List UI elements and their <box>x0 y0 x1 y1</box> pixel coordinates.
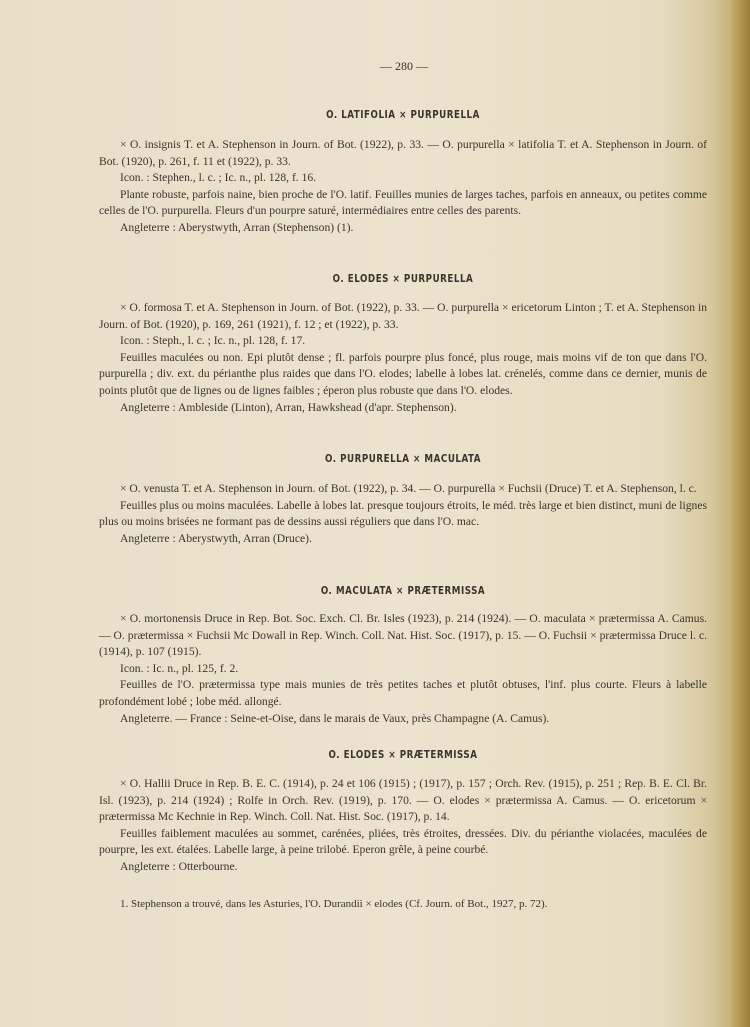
distribution-line: Angleterre : Aberystwyth, Arran (Druce). <box>120 531 312 545</box>
section-title: O. MACULATA × PRÆTERMISSA <box>320 584 486 597</box>
section-body <box>99 300 707 416</box>
distribution-line: Angleterre : Ambleside (Linton), Arran, Hawkshead (d'apr. Stephenson). <box>120 400 457 414</box>
distribution-line: Angleterre. — France : Seine-et-Oise, dans le marais de Vaux, près Champagne (A. Camus). <box>120 711 550 725</box>
icon-reference: Icon. : Steph., l. c. ; Ic. n., pl. 128, f. 17. <box>120 334 306 348</box>
distribution-line: Angleterre : Aberystwyth, Arran (Stephenson) (1). <box>120 220 354 234</box>
section-body <box>99 611 707 727</box>
synonymy-paragraph: × O. Hallii Druce in Rep. B. E. C. (1914), p. 24 et 106 (1915) ; (1917), p. 157 ; Orch. Rev. (1915), p. 251 ; Rep. B. E. Cl. Br. Isl. (1923), p. 214 (1924) ; Rolfe in Orch. Rev. (1919), p. 170. — O. elodes × prætermissa A. Camus. — O. ericetorum × prætermissa Mc Kechnie in Rep. Winch. Coll. Nat. Hist. Soc. (1917), p. 14. <box>99 777 707 824</box>
icon-reference: Icon. : Stephen., l. c. ; Ic. n., pl. 128, f. 16. <box>120 171 317 185</box>
distribution-line: Angleterre : Otterbourne. <box>120 859 238 873</box>
description-paragraph: Plante robuste, parfois naine, bien proche de l'O. latif. Feuilles munies de larges taches, parfois en anneaux, ou petites comme celles de l'O. purpurella. Fleurs d'un pourpre saturé, intermédiaires entre celles des parents. <box>99 187 707 218</box>
page-number: — 280 — <box>380 59 428 73</box>
book-gutter <box>730 0 750 1027</box>
section-body <box>99 481 707 547</box>
section-title: O. ELODES × PRÆTERMISSA <box>328 748 478 761</box>
synonymy-paragraph: × O. insignis T. et A. Stephenson in Journ. of Bot. (1922), p. 33. — O. purpurella × latifolia T. et A. Stephenson in Journ. of Bot. (1920), p. 261, f. 11 et (1922), p. 33. <box>99 138 707 168</box>
description-paragraph: Feuilles plus ou moins maculées. Labelle à lobes lat. presque toujours étroits, le méd. très large et bien distinct, muni de lignes plus ou moins brisées ne formant pas de dessins aussi réguliers que dans l'O. mac. <box>99 498 707 529</box>
section-title: O. ELODES × PURPURELLA <box>332 272 474 285</box>
section-body <box>99 137 707 237</box>
section-title: O. LATIFOLIA × PURPURELLA <box>326 108 480 121</box>
icon-reference: Icon. : Ic. n., pl. 125, f. 2. <box>120 661 239 675</box>
description-paragraph: Feuilles de l'O. prætermissa type mais munies de très petites taches et plutôt obtuses, l'inf. plus courte. Fleurs à labelle profondément lobé ; lobe méd. allongé. <box>99 678 707 708</box>
description-paragraph: Feuilles maculées ou non. Epi plutôt dense ; fl. parfois pourpre plus foncé, plus rouge, mais moins vif de ton que dans l'O. purpurella ; div. ext. du périanthe plus raides que dans l'O. elodes; labelle à lobes lat. crénelés, comme dans ce dernier, munis de points plutôt que de lignes ou de lignes faibles ; éperon plus robuste que dans l'O. elodes. <box>99 350 707 397</box>
section-body <box>99 776 707 876</box>
description-paragraph: Feuilles faiblement maculées au sommet, carénées, pliées, très étroites, dressées. Div. du périanthe violacées, maculées de pourpre, les ext. étalées. Labelle large, à peine trilobé. Eperon grêle, à peine courbé. <box>99 826 707 857</box>
footnote: 1. Stephenson a trouvé, dans les Asturies, l'O. Durandii × elodes (Cf. Journ. of Bot., 1927, p. 72). <box>120 898 548 910</box>
synonymy-paragraph: × O. venusta T. et A. Stephenson in Journ. of Bot. (1922), p. 34. — O. purpurella × Fuchsii (Druce) T. et A. Stephenson, l. c. <box>120 482 697 495</box>
synonymy-paragraph: × O. mortonensis Druce in Rep. Bot. Soc. Exch. Cl. Br. Isles (1923), p. 214 (1924). — O. maculata × prætermissa A. Camus. — O. prætermissa × Fuchsii Mc Dowall in Rep. Winch. Coll. Nat. Hist. Soc. (1917), p. 15. — O. Fuchsii × prætermissa Druce l. c. (1914), p. 107 (1915). <box>99 612 707 659</box>
synonymy-paragraph: × O. formosa T. et A. Stephenson in Journ. of Bot. (1922), p. 33. — O. purpurella × ericetorum Linton ; T. et A. Stephenson in Journ. of Bot. (1920), p. 169, 261 (1921), f. 12 ; et (1922), p. 33. <box>99 301 707 331</box>
section-title: O. PURPURELLA × MACULATA <box>324 452 482 465</box>
